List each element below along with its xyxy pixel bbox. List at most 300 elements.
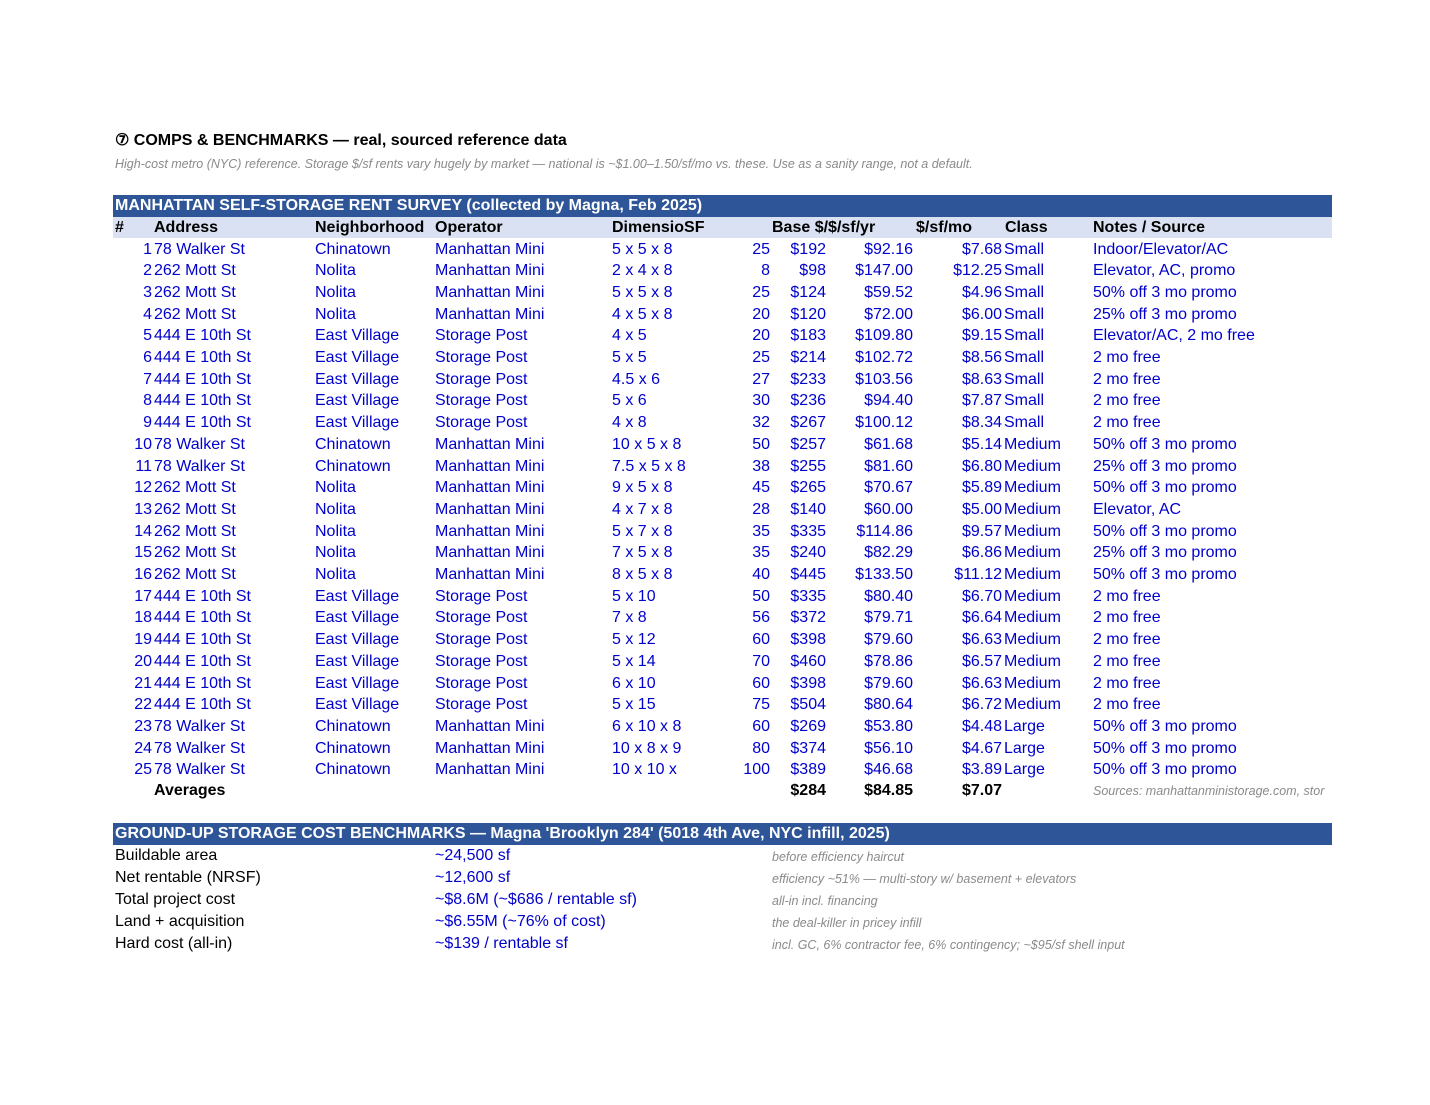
table-row	[113, 521, 1332, 543]
row-number: 19	[134, 631, 152, 649]
neighborhood-cell: Chinatown	[315, 240, 391, 258]
operator-cell: Manhattan Mini	[435, 761, 545, 779]
table-row	[113, 564, 1332, 586]
address-cell: 78 Walker St	[154, 457, 245, 475]
sf-cell: 30	[752, 392, 770, 410]
notes-cell: 50% off 3 mo promo	[1093, 522, 1237, 540]
table-row	[113, 738, 1332, 760]
operator-cell: Storage Post	[435, 349, 528, 366]
rent-per-sf-mo-cell: $6.63	[961, 631, 1002, 649]
row-number: 25	[134, 761, 152, 779]
rent-per-sf-mo-cell: $5.00	[961, 500, 1002, 518]
dimension-cell: 7.5 x 5 x 8	[612, 457, 686, 475]
rent-per-sf-yr-cell: $79.60	[864, 674, 913, 692]
notes-cell: 25% off 3 mo promo	[1093, 544, 1237, 562]
rent-per-sf-yr-cell: $61.68	[864, 435, 913, 453]
survey-column-header-row	[113, 217, 1332, 238]
neighborhood-cell: Nolita	[315, 305, 356, 323]
sf-cell: 20	[752, 327, 770, 345]
dimension-cell: 7 x 5 x 8	[612, 544, 673, 562]
benchmark-row	[113, 845, 1332, 867]
class-cell: Large	[1004, 761, 1045, 779]
class-cell: Small	[1004, 392, 1045, 410]
benchmark-value: ~12,600 sf	[435, 869, 511, 886]
base-rent-cell: $233	[790, 370, 826, 388]
notes-cell: 50% off 3 mo promo	[1093, 717, 1237, 735]
dimension-cell: 5 x 5	[612, 349, 647, 366]
neighborhood-cell: Nolita	[315, 283, 356, 301]
table-row	[113, 629, 1332, 651]
dimension-cell: 5 x 7 x 8	[612, 522, 673, 540]
operator-cell: Manhattan Mini	[435, 544, 545, 562]
class-cell: Large	[1004, 739, 1045, 757]
base-rent-cell: $398	[790, 674, 826, 692]
neighborhood-cell: Nolita	[315, 566, 356, 583]
dimension-cell: 5 x 14	[612, 652, 656, 670]
dimension-cell: 10 x 5 x 8	[612, 435, 682, 453]
rent-per-sf-yr-cell: $109.80	[855, 327, 913, 345]
benchmark-row	[113, 933, 1332, 955]
sheet-title: ⑦ COMPS & BENCHMARKS — real, sourced reference data	[115, 132, 567, 149]
operator-cell: Manhattan Mini	[435, 435, 545, 453]
base-rent-cell: $240	[790, 544, 826, 562]
table-row	[113, 477, 1332, 499]
class-cell: Small	[1004, 327, 1045, 345]
rent-per-sf-yr-cell: $100.12	[855, 414, 913, 432]
sf-cell: 8	[761, 262, 770, 280]
dimension-cell: 4 x 8	[612, 414, 647, 432]
class-cell: Medium	[1004, 674, 1061, 692]
sf-cell: 35	[752, 544, 770, 562]
benchmark-value: ~24,500 sf	[435, 847, 511, 864]
neighborhood-cell: East Village	[315, 414, 400, 432]
address-cell: 78 Walker St	[154, 435, 245, 453]
base-rent-cell: $124	[790, 283, 826, 301]
dimension-cell: 5 x 5 x 8	[612, 240, 673, 258]
col-header-base-per-sf-yr: Base $/$/sf/yr	[772, 219, 876, 236]
rent-per-sf-mo-cell: $8.34	[961, 414, 1002, 432]
row-number: 7	[143, 370, 152, 388]
dimension-cell: 5 x 10	[612, 587, 656, 605]
notes-cell: 50% off 3 mo promo	[1093, 283, 1237, 301]
rent-per-sf-mo-cell: $6.57	[961, 652, 1002, 670]
neighborhood-cell: Chinatown	[315, 435, 391, 453]
rent-per-sf-yr-cell: $114.86	[856, 522, 913, 540]
class-cell: Small	[1004, 305, 1045, 323]
operator-cell: Storage Post	[435, 631, 528, 649]
dimension-cell: 8 x 5 x 8	[612, 566, 673, 583]
benchmark-label: Land + acquisition	[115, 913, 245, 930]
rent-per-sf-mo-cell: $6.72	[961, 696, 1002, 714]
row-number: 2	[143, 262, 152, 280]
operator-cell: Manhattan Mini	[435, 717, 545, 735]
operator-cell: Storage Post	[435, 587, 528, 605]
rent-per-sf-yr-cell: $78.86	[864, 652, 913, 670]
operator-cell: Manhattan Mini	[435, 283, 545, 301]
rent-per-sf-yr-cell: $60.00	[864, 500, 913, 518]
address-cell: 444 E 10th St	[154, 392, 251, 410]
operator-cell: Manhattan Mini	[435, 566, 545, 583]
class-cell: Small	[1004, 349, 1045, 366]
notes-cell: 2 mo free	[1093, 349, 1161, 366]
sf-cell: 25	[752, 283, 770, 301]
rent-per-sf-yr-cell: $81.60	[864, 457, 913, 475]
base-rent-cell: $267	[790, 414, 826, 432]
sf-cell: 20	[752, 305, 770, 323]
rent-per-sf-yr-cell: $102.72	[855, 349, 913, 366]
operator-cell: Storage Post	[435, 609, 528, 627]
rent-per-sf-yr-cell: $46.68	[864, 761, 913, 779]
table-row	[113, 282, 1332, 304]
rent-per-sf-yr-cell: $59.52	[864, 283, 913, 301]
rent-per-sf-mo-cell: $6.64	[961, 609, 1002, 627]
sf-cell: 28	[752, 500, 770, 518]
base-rent-cell: $192	[790, 240, 826, 258]
row-number: 5	[143, 327, 152, 345]
address-cell: 78 Walker St	[154, 739, 245, 757]
neighborhood-cell: Chinatown	[315, 717, 391, 735]
address-cell: 262 Mott St	[154, 262, 236, 280]
benchmark-note: efficiency ~51% — multi-story w/ basement + elevators	[772, 872, 1077, 886]
rent-per-sf-yr-cell: $80.64	[864, 696, 913, 714]
sf-cell: 60	[752, 674, 770, 692]
base-rent-cell: $445	[790, 566, 826, 583]
rent-per-sf-yr-cell: $53.80	[864, 717, 913, 735]
base-rent-cell: $265	[790, 479, 826, 497]
class-cell: Medium	[1004, 566, 1061, 583]
rent-per-sf-yr-cell: $82.29	[864, 544, 913, 562]
rent-per-sf-mo-cell: $8.63	[961, 370, 1002, 388]
row-number: 3	[143, 283, 152, 301]
class-cell: Small	[1004, 283, 1045, 301]
neighborhood-cell: East Village	[315, 327, 400, 345]
sf-cell: 27	[752, 370, 770, 388]
class-cell: Small	[1004, 370, 1045, 388]
neighborhood-cell: East Village	[315, 631, 400, 649]
rent-per-sf-mo-cell: $6.86	[961, 544, 1002, 562]
survey-section-band: MANHATTAN SELF-STORAGE RENT SURVEY (collected by Magna, Feb 2025)	[113, 195, 1332, 217]
row-number: 10	[134, 435, 152, 453]
sf-cell: 60	[752, 631, 770, 649]
sf-cell: 70	[752, 652, 770, 670]
sf-cell: 45	[752, 479, 770, 497]
benchmark-value: ~$8.6M (~$686 / rentable sf)	[435, 891, 637, 908]
neighborhood-cell: Nolita	[315, 500, 356, 518]
averages-base: $284	[790, 782, 826, 799]
row-number: 14	[134, 522, 152, 540]
address-cell: 444 E 10th St	[154, 414, 251, 432]
class-cell: Medium	[1004, 500, 1061, 518]
operator-cell: Manhattan Mini	[435, 522, 545, 540]
benchmark-label: Net rentable (NRSF)	[115, 869, 261, 886]
row-number: 6	[143, 349, 152, 366]
table-row	[113, 369, 1332, 391]
operator-cell: Storage Post	[435, 414, 528, 432]
notes-cell: 2 mo free	[1093, 631, 1161, 649]
benchmark-note: before efficiency haircut	[772, 850, 905, 864]
operator-cell: Storage Post	[435, 370, 528, 388]
averages-per-sf-mo: $7.07	[961, 782, 1002, 799]
benchmark-value: ~$6.55M (~76% of cost)	[435, 913, 606, 930]
sheet-subtitle: High-cost metro (NYC) reference. Storage $/sf rents vary hugely by market — national is ~$1.00–1.50/sf/mo vs. these. Use as a sanity range, not a default.	[115, 157, 973, 171]
dimension-cell: 4 x 5	[612, 327, 647, 345]
rent-per-sf-mo-cell: $7.87	[961, 392, 1002, 410]
table-row	[113, 499, 1332, 521]
neighborhood-cell: East Village	[315, 392, 400, 410]
col-header-address: Address	[154, 219, 219, 236]
rent-per-sf-yr-cell: $80.40	[864, 587, 913, 605]
rent-per-sf-mo-cell: $5.89	[961, 479, 1002, 497]
sf-cell: 80	[752, 739, 770, 757]
base-rent-cell: $214	[790, 349, 826, 366]
benchmark-label: Total project cost	[115, 891, 236, 908]
benchmark-row	[113, 889, 1332, 911]
row-number: 18	[134, 609, 152, 627]
row-number: 4	[143, 305, 152, 323]
notes-cell: 2 mo free	[1093, 587, 1161, 605]
rent-per-sf-mo-cell: $3.89	[961, 761, 1002, 779]
class-cell: Medium	[1004, 587, 1061, 605]
notes-cell: Elevator, AC, promo	[1093, 262, 1236, 280]
rent-per-sf-mo-cell: $4.67	[961, 739, 1002, 757]
rent-per-sf-mo-cell: $12.25	[953, 262, 1002, 280]
table-row	[113, 304, 1332, 326]
neighborhood-cell: East Village	[315, 674, 400, 692]
address-cell: 444 E 10th St	[154, 587, 251, 605]
base-rent-cell: $372	[790, 609, 826, 627]
address-cell: 262 Mott St	[154, 566, 236, 583]
notes-cell: 50% off 3 mo promo	[1093, 435, 1237, 453]
rent-per-sf-mo-cell: $5.14	[961, 435, 1002, 453]
table-row	[113, 434, 1332, 456]
address-cell: 262 Mott St	[154, 283, 236, 301]
notes-cell: Elevator, AC	[1093, 500, 1182, 518]
rent-per-sf-mo-cell: $4.96	[961, 283, 1002, 301]
neighborhood-cell: East Village	[315, 349, 400, 366]
class-cell: Small	[1004, 240, 1045, 258]
benchmark-note: incl. GC, 6% contractor fee, 6% contingency; ~$95/sf shell input	[772, 938, 1125, 952]
col-header-per-sf-mo: $/sf/mo	[916, 219, 973, 236]
base-rent-cell: $236	[790, 392, 826, 410]
class-cell: Small	[1004, 262, 1045, 280]
rent-per-sf-mo-cell: $6.80	[961, 457, 1002, 475]
notes-cell: 2 mo free	[1093, 652, 1161, 670]
address-cell: 444 E 10th St	[154, 349, 251, 366]
rent-per-sf-yr-cell: $56.10	[864, 739, 913, 757]
notes-cell: Indoor/Elevator/AC	[1093, 240, 1229, 258]
notes-cell: 2 mo free	[1093, 696, 1161, 714]
sf-cell: 35	[752, 522, 770, 540]
neighborhood-cell: Nolita	[315, 522, 356, 540]
class-cell: Medium	[1004, 522, 1061, 540]
dimension-cell: 10 x 8 x 9	[612, 739, 682, 757]
dimension-cell: 2 x 4 x 8	[612, 262, 673, 280]
base-rent-cell: $269	[790, 717, 826, 735]
class-cell: Medium	[1004, 609, 1061, 627]
operator-cell: Storage Post	[435, 652, 528, 670]
operator-cell: Manhattan Mini	[435, 739, 545, 757]
class-cell: Medium	[1004, 631, 1061, 649]
sf-cell: 60	[752, 717, 770, 735]
base-rent-cell: $98	[799, 262, 826, 280]
table-row	[113, 759, 1332, 781]
class-cell: Medium	[1004, 479, 1061, 497]
operator-cell: Storage Post	[435, 327, 528, 345]
dimension-cell: 5 x 6	[612, 392, 647, 410]
neighborhood-cell: Nolita	[315, 262, 356, 280]
base-rent-cell: $120	[790, 305, 826, 323]
sf-cell: 25	[752, 240, 770, 258]
survey-averages-row	[113, 780, 1332, 802]
class-cell: Medium	[1004, 435, 1061, 453]
sf-cell: 56	[752, 609, 770, 627]
averages-per-sf-yr: $84.85	[864, 782, 913, 799]
row-number: 21	[134, 674, 152, 692]
dimension-cell: 4 x 7 x 8	[612, 500, 673, 518]
base-rent-cell: $257	[790, 435, 826, 453]
rent-per-sf-yr-cell: $94.40	[864, 392, 913, 410]
benchmark-label: Hard cost (all-in)	[115, 935, 233, 952]
table-row	[113, 412, 1332, 434]
notes-cell: 2 mo free	[1093, 674, 1161, 692]
rent-per-sf-mo-cell: $6.70	[961, 587, 1002, 605]
table-row	[113, 260, 1332, 282]
base-rent-cell: $255	[790, 457, 826, 475]
operator-cell: Manhattan Mini	[435, 479, 545, 497]
base-rent-cell: $389	[790, 761, 826, 779]
class-cell: Large	[1004, 717, 1045, 735]
rent-per-sf-yr-cell: $133.50	[855, 566, 913, 583]
dimension-cell: 4 x 5 x 8	[612, 305, 673, 323]
row-number: 20	[134, 652, 152, 670]
neighborhood-cell: East Village	[315, 370, 400, 388]
row-number: 11	[135, 457, 152, 475]
operator-cell: Storage Post	[435, 392, 528, 410]
rent-per-sf-yr-cell: $147.00	[855, 262, 913, 280]
address-cell: 444 E 10th St	[154, 631, 251, 649]
operator-cell: Storage Post	[435, 674, 528, 692]
base-rent-cell: $335	[790, 587, 826, 605]
sf-cell: 40	[752, 566, 770, 583]
row-number: 22	[134, 696, 152, 714]
dimension-cell: 5 x 5 x 8	[612, 283, 673, 301]
neighborhood-cell: East Village	[315, 609, 400, 627]
table-row	[113, 239, 1332, 261]
notes-cell: 50% off 3 mo promo	[1093, 761, 1237, 779]
table-row	[113, 694, 1332, 716]
benchmark-row	[113, 867, 1332, 889]
col-header-class: Class	[1005, 219, 1048, 236]
address-cell: 262 Mott St	[154, 305, 236, 323]
row-number: 12	[134, 479, 152, 497]
address-cell: 262 Mott St	[154, 544, 236, 562]
neighborhood-cell: Nolita	[315, 479, 356, 497]
notes-cell: 2 mo free	[1093, 609, 1161, 627]
base-rent-cell: $460	[790, 652, 826, 670]
col-header-notes-source: Notes / Source	[1093, 219, 1206, 236]
base-rent-cell: $140	[790, 500, 826, 518]
address-cell: 444 E 10th St	[154, 609, 251, 627]
neighborhood-cell: Chinatown	[315, 761, 391, 779]
address-cell: 262 Mott St	[154, 522, 236, 540]
notes-cell: 50% off 3 mo promo	[1093, 479, 1237, 497]
col-header-dimension-sf: DimensioSF	[612, 219, 705, 236]
address-cell: 444 E 10th St	[154, 696, 251, 714]
dimension-cell: 6 x 10	[612, 674, 656, 692]
dimension-cell: 9 x 5 x 8	[612, 479, 673, 497]
table-row	[113, 607, 1332, 629]
notes-cell: 50% off 3 mo promo	[1093, 566, 1237, 583]
base-rent-cell: $183	[790, 327, 826, 345]
row-number: 9	[143, 414, 152, 432]
address-cell: 444 E 10th St	[154, 652, 251, 670]
operator-cell: Manhattan Mini	[435, 262, 545, 280]
sf-cell: 50	[752, 587, 770, 605]
neighborhood-cell: East Village	[315, 696, 400, 714]
class-cell: Medium	[1004, 544, 1061, 562]
operator-cell: Manhattan Mini	[435, 240, 545, 258]
table-row	[113, 716, 1332, 738]
dimension-cell: 5 x 15	[612, 696, 656, 714]
notes-cell: 50% off 3 mo promo	[1093, 739, 1237, 757]
row-number: 23	[134, 717, 152, 735]
address-cell: 78 Walker St	[154, 717, 245, 735]
rent-per-sf-yr-cell: $79.71	[864, 609, 913, 627]
averages-label: Averages	[154, 782, 226, 799]
table-row	[113, 542, 1332, 564]
row-number: 24	[134, 739, 152, 757]
sf-cell: 38	[752, 457, 770, 475]
benchmark-row	[113, 911, 1332, 933]
rent-per-sf-mo-cell: $9.57	[961, 522, 1002, 540]
rent-per-sf-yr-cell: $92.16	[864, 240, 913, 258]
benchmark-note: the deal-killer in pricey infill	[772, 916, 922, 930]
class-cell: Medium	[1004, 652, 1061, 670]
sf-cell: 50	[752, 435, 770, 453]
address-cell: 262 Mott St	[154, 500, 236, 518]
rent-per-sf-mo-cell: $8.56	[961, 349, 1002, 366]
rent-per-sf-yr-cell: $79.60	[864, 631, 913, 649]
rent-per-sf-yr-cell: $103.56	[855, 370, 913, 388]
row-number: 16	[134, 566, 152, 583]
rent-per-sf-mo-cell: $9.15	[961, 327, 1002, 345]
rent-per-sf-mo-cell: $11.12	[954, 566, 1002, 583]
row-number: 15	[134, 544, 152, 562]
address-cell: 444 E 10th St	[154, 370, 251, 388]
col-header-number: #	[115, 219, 124, 236]
col-header-operator: Operator	[435, 219, 503, 236]
dimension-cell: 5 x 12	[612, 631, 656, 649]
dimension-cell: 10 x 10 x	[612, 761, 677, 779]
row-number: 17	[134, 587, 152, 605]
notes-cell: 2 mo free	[1093, 414, 1161, 432]
address-cell: 78 Walker St	[154, 240, 245, 258]
neighborhood-cell: Chinatown	[315, 739, 391, 757]
notes-cell: 2 mo free	[1093, 392, 1161, 410]
row-number: 8	[143, 392, 152, 410]
notes-cell: 25% off 3 mo promo	[1093, 457, 1237, 475]
col-header-neighborhood: Neighborhood	[315, 219, 425, 236]
dimension-cell: 6 x 10 x 8	[612, 717, 682, 735]
operator-cell: Manhattan Mini	[435, 457, 545, 475]
operator-cell: Manhattan Mini	[435, 305, 545, 323]
benchmarks-section-band: GROUND-UP STORAGE COST BENCHMARKS — Magna 'Brooklyn 284' (5018 4th Ave, NYC infill, 2025)	[113, 823, 1332, 845]
address-cell: 444 E 10th St	[154, 674, 251, 692]
row-number: 13	[134, 500, 152, 518]
class-cell: Small	[1004, 414, 1045, 432]
averages-sources-note: Sources: manhattanministorage.com, stor	[1093, 784, 1325, 798]
base-rent-cell: $398	[790, 631, 826, 649]
